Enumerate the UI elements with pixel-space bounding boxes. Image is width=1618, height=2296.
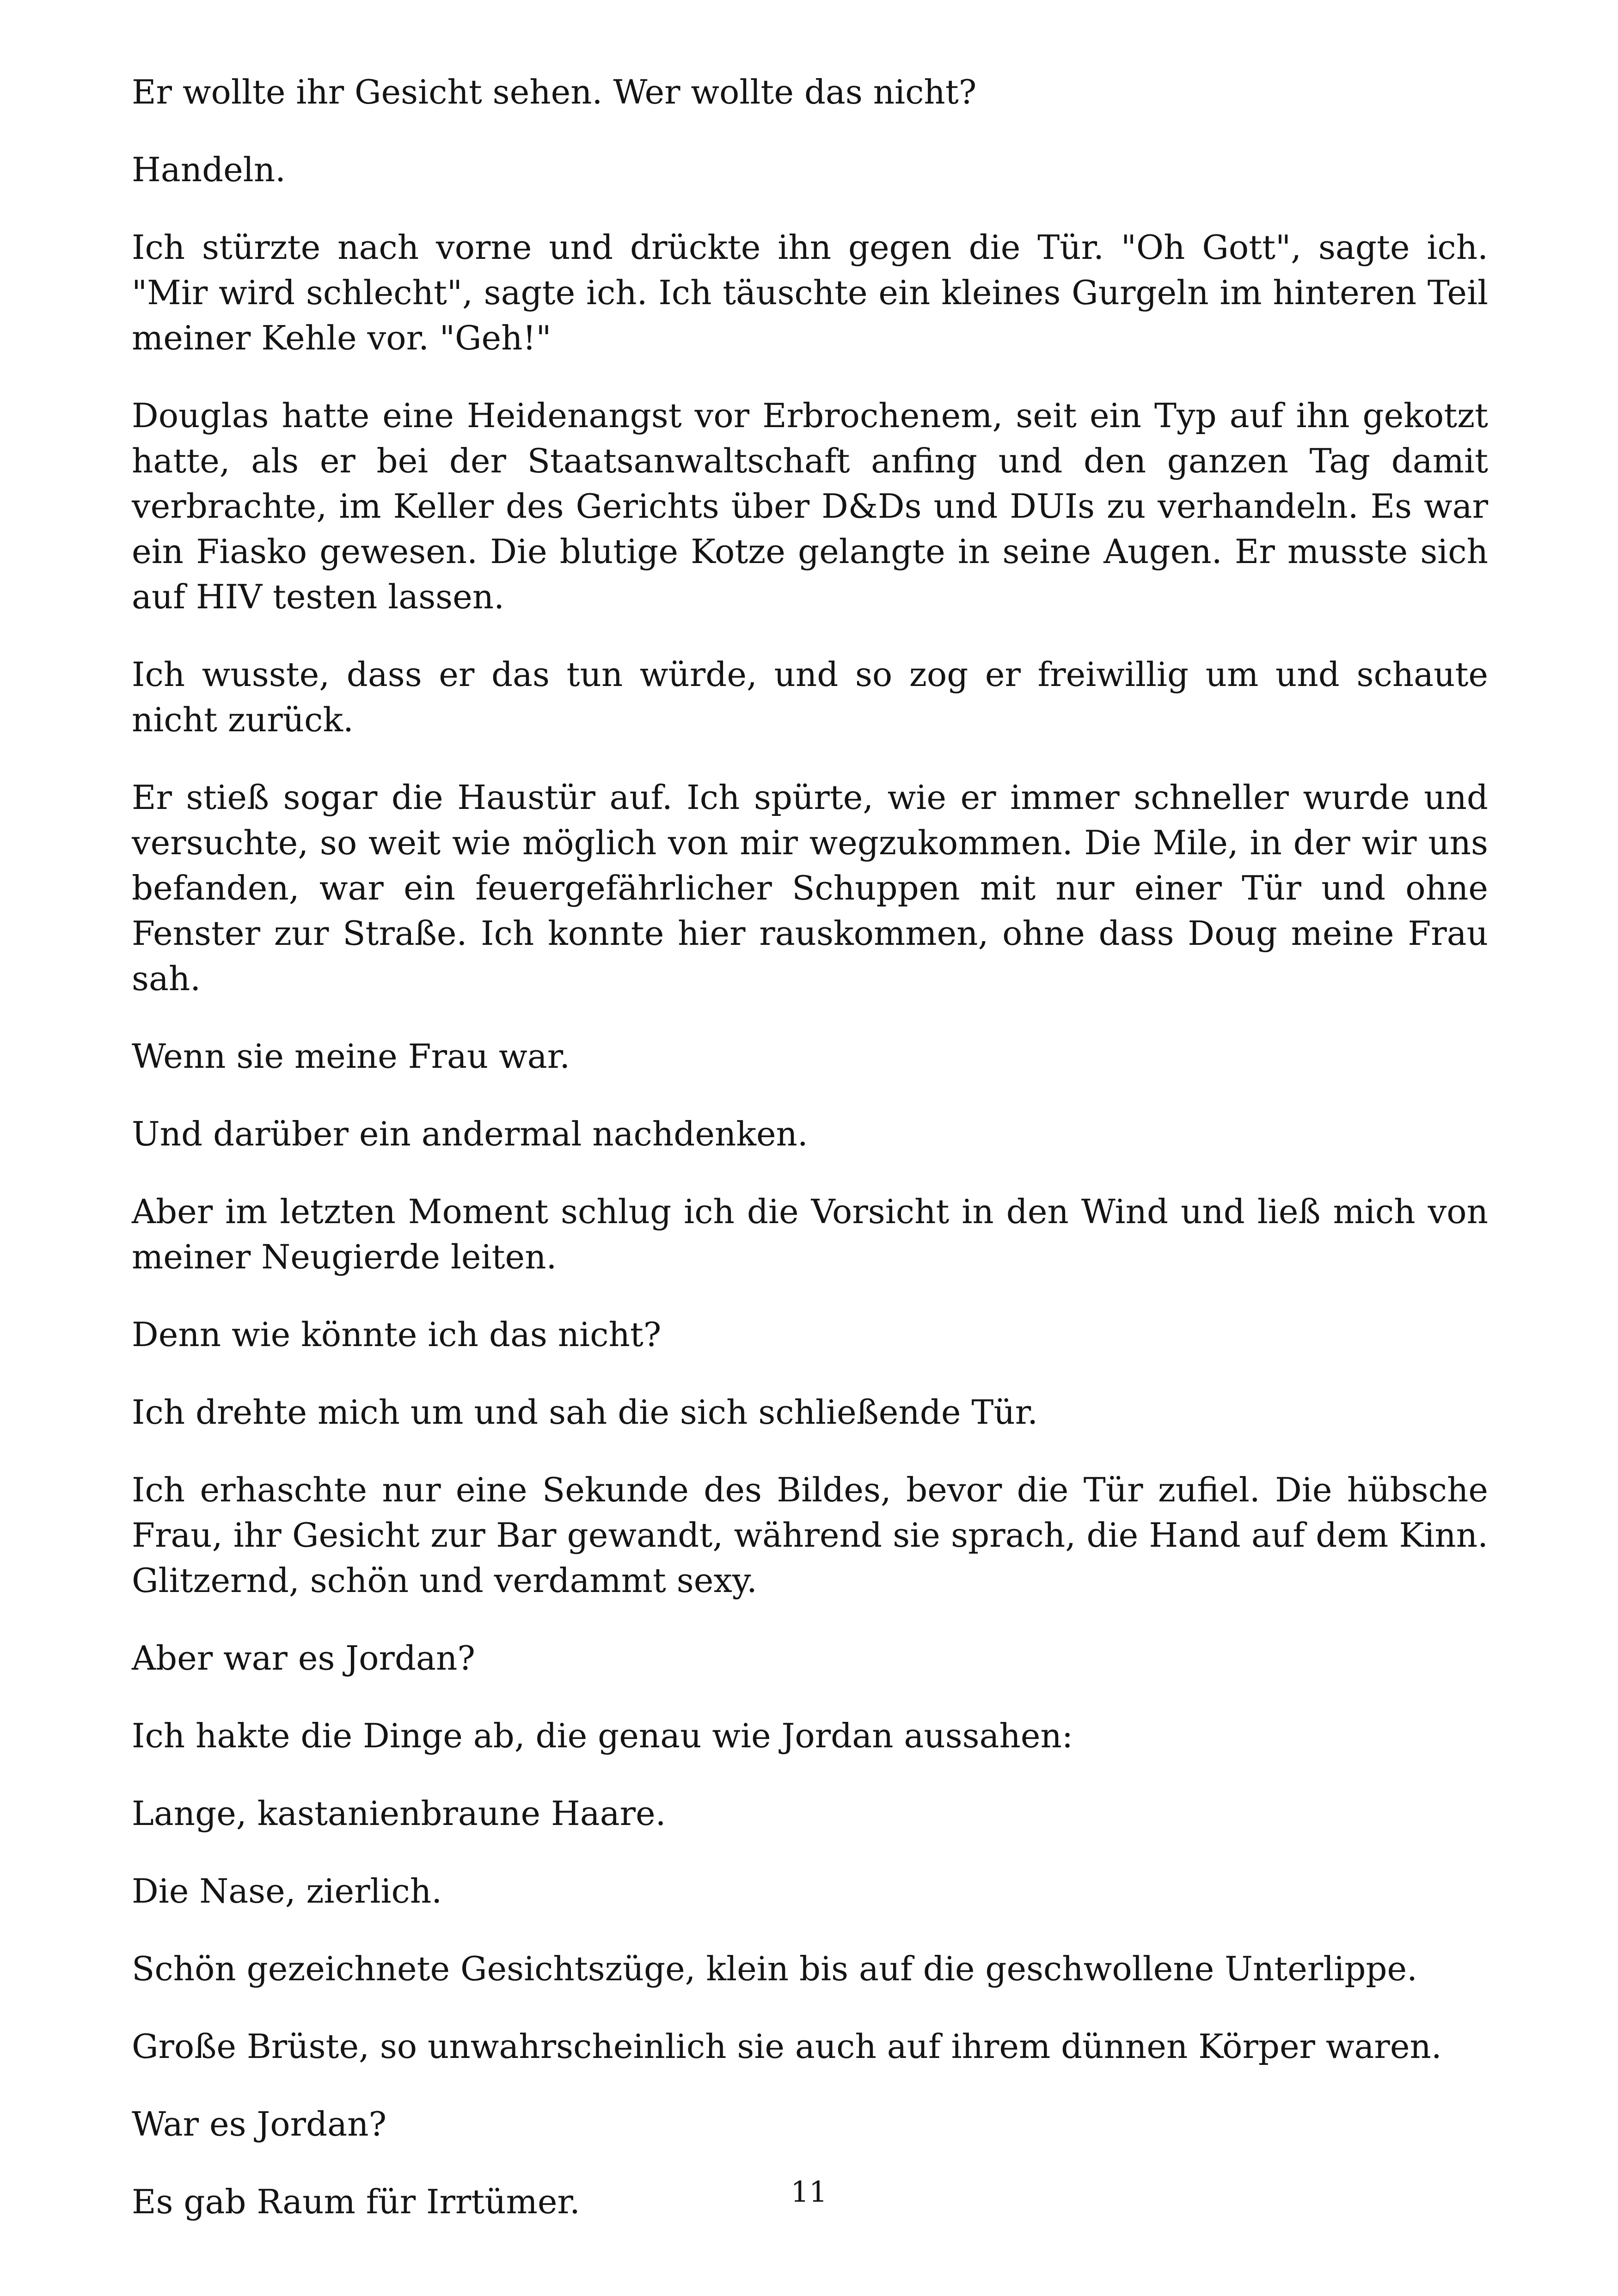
paragraph: Große Brüste, so unwahrscheinlich sie auch auf ihrem dünnen Körper waren. <box>132 2027 1442 2066</box>
paragraph: Er wollte ihr Gesicht sehen. Wer wollte das nicht? <box>132 73 977 111</box>
paragraph: War es Jordan? <box>132 2105 387 2143</box>
paragraph: Er stieß sogar die Haustür auf. Ich spürte, wie er immer schneller wurde und versuchte, so weit wie möglich von mir wegzukommen. Die Mile, in der wir uns befanden, war ein feuergefährlicher Schuppen mit nur einer Tür und ohne Fenster zur Straße. Ich konnte hier rauskommen, ohne dass Doug meine Frau sah. <box>132 778 1488 998</box>
paragraph: Douglas hatte eine Heidenangst vor Erbrochenem, seit ein Typ auf ihn gekotzt hatte, als er bei der Staatsanwaltschaft anfing und den ganzen Tag damit verbrachte, im Keller des Gerichts über D&Ds und DUIs zu verhandeln. Es war ein Fiasko gewesen. Die blutige Kotze gelangte in seine Augen. Er musste sich auf HIV testen lassen. <box>132 396 1488 616</box>
page-body-text <box>132 69 1488 2257</box>
paragraph: Handeln. <box>132 150 286 189</box>
paragraph: Denn wie könnte ich das nicht? <box>132 1315 662 1354</box>
paragraph: Ich wusste, dass er das tun würde, und so zog er freiwillig um und schaute nicht zurück. <box>132 655 1488 739</box>
page-number: 11 <box>791 2175 827 2209</box>
paragraph: Die Nase, zierlich. <box>132 1872 442 1910</box>
paragraph: Wenn sie meine Frau war. <box>132 1037 570 1076</box>
paragraph: Lange, kastanienbraune Haare. <box>132 1794 666 1833</box>
paragraph: Ich hakte die Dinge ab, die genau wie Jordan aussahen: <box>132 1716 1073 1755</box>
paragraph: Und darüber ein andermal nachdenken. <box>132 1114 808 1153</box>
paragraph: Ich drehte mich um und sah die sich schließende Tür. <box>132 1393 1038 1432</box>
paragraph: Ich erhaschte nur eine Sekunde des Bildes, bevor die Tür zufiel. Die hübsche Frau, ihr Gesicht zur Bar gewandt, während sie sprach, die Hand auf dem Kinn. Glitzernd, schön und verdammt sexy. <box>132 1470 1488 1600</box>
paragraph: Ich stürzte nach vorne und drückte ihn gegen die Tür. "Oh Gott", sagte ich. "Mir wird schlecht", sagte ich. Ich täuschte ein kleines Gurgeln im hinteren Teil meiner Kehle vor. "Geh!" <box>132 228 1488 357</box>
paragraph: Es gab Raum für Irrtümer. <box>132 2182 580 2221</box>
paragraph: Aber im letzten Moment schlug ich die Vorsicht in den Wind und ließ mich von meiner Neugierde leiten. <box>132 1192 1488 1276</box>
paragraph: Aber war es Jordan? <box>132 1639 475 1678</box>
paragraph: Schön gezeichnete Gesichtszüge, klein bis auf die geschwollene Unterlippe. <box>132 1949 1417 1988</box>
